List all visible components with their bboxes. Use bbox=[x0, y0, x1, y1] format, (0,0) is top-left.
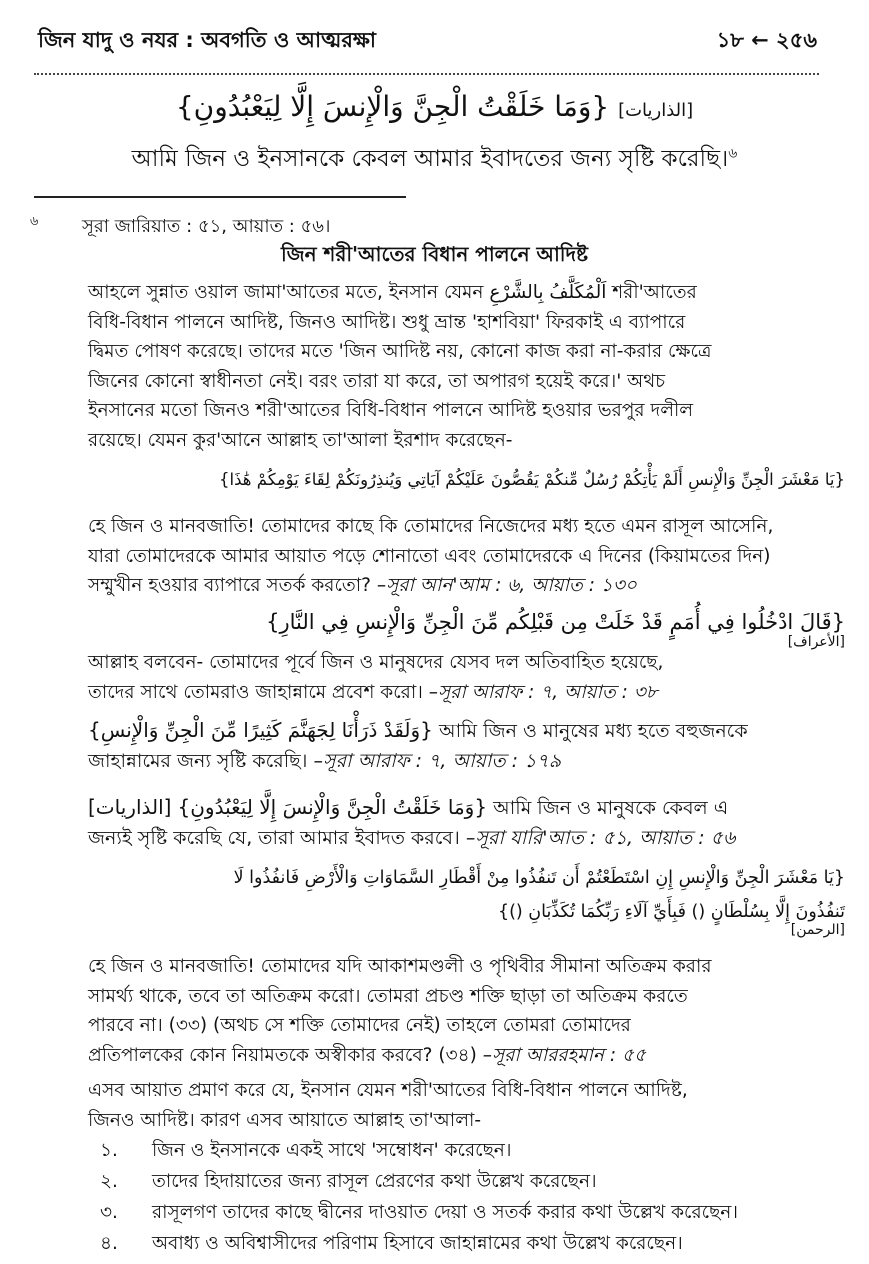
verse-reference: –সূরা আরাফ : ৭, আয়াত : ৩৮ bbox=[428, 681, 658, 703]
translation-text: জাহান্নামের জন্য সৃষ্টি করেছি। bbox=[88, 750, 308, 772]
verse-2-translation bbox=[88, 648, 847, 707]
list-text: জিন ও ইনসানকে একই সাথে 'সম্বোধন' করেছেন। bbox=[152, 1140, 512, 1161]
translation-text: প্রতিপালকের কোন নিয়ামতকে অস্বীকার করবে? (৩৪) bbox=[88, 1044, 477, 1066]
paragraph-line: জিনের কোনো স্বাধীনতা নেই। বরং তারা যা করে, তা অপারগ হয়েই করে।' অথচ bbox=[88, 370, 666, 392]
page-number: ১৮ ← ২৫৬ bbox=[716, 28, 817, 52]
translation-line: পারবে না। (৩৩) (অথচ সে শক্তি তোমাদের নেই) তাহলে তোমরা তোমাদের bbox=[88, 1015, 631, 1036]
top-verse-translation bbox=[0, 140, 869, 179]
verse-5-translation bbox=[88, 952, 847, 1070]
list-text: রাসূলগণ তাদের কাছে দ্বীনের দাওয়াত দেয়া ও সতর্ক করার কথা উল্লেখ করেছেন। bbox=[152, 1202, 738, 1223]
verse-arabic: {وَمَا خَلَقْتُ الْجِنَّ وَالْإِنسَ إِلَّا لِيَعْبُدُونِ} bbox=[177, 795, 488, 819]
verse-arabic-line bbox=[88, 610, 845, 650]
translation-text: আমি জিন ও মানুষের মধ্য হতে বহুজনকে bbox=[438, 720, 748, 742]
verse-4-line-2 bbox=[88, 823, 845, 853]
verse-5-arabic bbox=[88, 868, 845, 938]
verse-3-line-1 bbox=[88, 715, 845, 746]
footnote-marker: ৬ bbox=[728, 145, 738, 162]
list-number: ২. bbox=[100, 1171, 118, 1192]
paragraph-line: এসব আয়াত প্রমাণ করে যে, ইনসান যেমন শরী'আতের বিধি-বিধান পালনে আদিষ্ট, bbox=[88, 1080, 688, 1101]
verse-reference: –সূরা আরাফ : ৭, আয়াত : ১৭৯ bbox=[313, 750, 562, 772]
translation-text: জন্যই সৃষ্টি করেছি যে, তারা আমার ইবাদত করবে। bbox=[88, 827, 460, 849]
section-heading: জিন শরী'আতের বিধান পালনে আদিষ্ট bbox=[280, 242, 589, 266]
verse-4 bbox=[88, 792, 845, 853]
running-title: জিন যাদু ও নযর : অবগতি ও আত্মরক্ষা bbox=[38, 28, 377, 52]
verse-arabic-line-1: {يَا مَعْشَرَ الْجِنِّ وَالْإِنسِ إِنِ اسْتَطَعْتُمْ أَن تَنفُذُوا مِنْ أَقْطَارِ السَّمَاوَاتِ وَالْأَرْضِ فَانفُذُوا لَا bbox=[233, 868, 845, 888]
verse-1-arabic bbox=[88, 470, 845, 489]
list-item bbox=[100, 1198, 849, 1229]
verse-4-line-1 bbox=[88, 792, 845, 823]
verse-arabic: {يَا مَعْشَرَ الْجِنِّ وَالْإِنسِ أَلَمْ يَأْتِكُمْ رُسُلٌ مِّنكُمْ يَقُصُّونَ عَلَيْكُمْ آيَاتِي وَيُنذِرُونَكُمْ لِقَاءَ يَوْمِكُمْ هَٰذَا} bbox=[219, 470, 845, 489]
verse-source: [الذاريات] bbox=[618, 100, 694, 121]
translation-text: সম্মুখীন হওয়ার ব্যাপারে সতর্ক করতো? bbox=[88, 575, 371, 596]
paragraph-line: দ্বিমত পোষণ করেছে। তাদের মতে 'জিন আদিষ্ট নয়, কোনো কাজ করা না-করার ক্ষেত্রে bbox=[88, 341, 712, 362]
verse-source: [الرحمن] bbox=[790, 922, 845, 938]
translation-line: যারা তোমাদেরকে আমার আয়াত পড়ে শোনাতো এবং তোমাদেরকে এ দিনের (কিয়ামতের দিন) bbox=[88, 545, 771, 567]
verse-1-translation bbox=[88, 512, 847, 601]
footnote bbox=[30, 212, 330, 243]
list-item bbox=[100, 1229, 849, 1260]
verse-source: [الأعراف] bbox=[787, 634, 845, 650]
verse-arabic: تَنفُذُونَ إِلَّا بِسُلْطَانٍ () فَبِأَيِّ آلَاءِ رَبِّكُمَا تُكَذِّبَانِ ()} bbox=[497, 902, 845, 922]
top-quran-verse bbox=[0, 90, 869, 123]
verse-arabic-line-2 bbox=[88, 902, 845, 938]
verse-3-line-2 bbox=[88, 746, 845, 776]
paragraph-line: বিধি-বিধান পালনে আদিষ্ট, জিনও আদিষ্ট। শুধু ভ্রান্ত 'হাশবিয়া' ফিরকাই এ ব্যাপারে bbox=[88, 311, 686, 333]
footnote-text: সূরা জারিয়াত : ৫১, আয়াত : ৫৬। bbox=[82, 216, 331, 237]
paragraph-line: রয়েছে। যেমন কুর'আনে আল্লাহ তা'আলা ইরশাদ করেছেন- bbox=[88, 429, 513, 451]
translation-line bbox=[88, 678, 847, 708]
verse-reference: –সূরা আন'আম : ৬, আয়াত : ১৩০ bbox=[376, 575, 637, 596]
list-number: ৪. bbox=[100, 1233, 118, 1254]
list-text: তাদের হিদায়াতের জন্য রাসূল প্রেরণের কথা উল্লেখ করেছেন। bbox=[152, 1171, 597, 1192]
list-number: ১. bbox=[100, 1140, 118, 1161]
verse-reference: –সূরা যারি'আত : ৫১, আয়াত : ৫৬ bbox=[465, 827, 736, 849]
footnote-number: ৬ bbox=[30, 214, 39, 229]
paragraph-intro bbox=[88, 278, 847, 455]
translation-text: আমি জিন ও ইনসানকে কেবল আমার ইবাদতের জন্য সৃষ্টি করেছি। bbox=[131, 146, 729, 172]
page-header bbox=[38, 24, 817, 60]
verse-arabic: {وَمَا خَلَقْتُ الْجِنَّ وَالْإِنسَ إِلَّا لِيَعْبُدُونِ} bbox=[175, 90, 610, 123]
list-number: ৩. bbox=[100, 1202, 118, 1223]
verse-3 bbox=[88, 715, 845, 776]
paragraph-line: আহলে সুন্নাত ওয়াল জামা'আতের মতে, ইনসান যেমন ﺍَﻟْﻤُﻜَﻠَّﻒُ ﺑِﺎﻟﺸَّﺮْﻉِ শরী'আতের bbox=[88, 282, 697, 303]
verse-2-arabic bbox=[88, 610, 845, 650]
paragraph-line: ইনসানের মতো জিনও শরী'আতের বিধি-বিধান পালনে আদিষ্ট হওয়ার ভরপুর দলীল bbox=[88, 400, 694, 421]
list-text: অবাধ্য ও অবিশ্বাসীদের পরিণাম হিসাবে জাহান্নামের কথা উল্লেখ করেছেন। bbox=[152, 1233, 683, 1254]
translation-line bbox=[88, 1041, 847, 1071]
verse-arabic: {قَالَ ادْخُلُوا فِي أُمَمٍ قَدْ خَلَتْ مِن قَبْلِكُم مِّنَ الْجِنِّ وَالْإِنسِ فِي النَّارِ} bbox=[266, 610, 845, 634]
verse-source: [الذاريات] bbox=[88, 795, 172, 819]
paragraph-conclusion bbox=[88, 1076, 847, 1135]
paragraph-line: জিনও আদিষ্ট। কারণ এসব আয়াতে আল্লাহ তা'আলা- bbox=[88, 1109, 482, 1131]
list-item bbox=[100, 1167, 849, 1198]
translation-text: তাদের সাথে তোমরাও জাহান্নামে প্রবেশ করো। bbox=[88, 681, 423, 703]
translation-line: হে জিন ও মানবজাতি! তোমাদের যদি আকাশমণ্ডলী ও পৃথিবীর সীমানা অতিক্রম করার bbox=[88, 956, 712, 977]
verse-arabic: {وَلَقَدْ ذَرَأْنَا لِجَهَنَّمَ كَثِيرًا مِّنَ الْجِنِّ وَالْإِنسِ} bbox=[88, 718, 433, 742]
verse-reference: –সূরা আররহমান : ৫৫ bbox=[482, 1044, 646, 1066]
translation-line: আল্লাহ বলবেন- তোমাদের পূর্বে জিন ও মানুষদের যেসব দল অতিবাহিত হয়েছে, bbox=[88, 652, 664, 673]
translation-line: হে জিন ও মানবজাতি! তোমাদের কাছে কি তোমাদের নিজেদের মধ্য হতে এমন রাসূল আসেনি, bbox=[88, 516, 774, 537]
translation-line bbox=[88, 571, 847, 601]
footnote-rule bbox=[34, 196, 406, 198]
translation-text: আমি জিন ও মানুষকে কেবল এ bbox=[493, 797, 729, 819]
list-item bbox=[100, 1136, 849, 1167]
translation-line: সামর্থ্য থাকে, তবে তা অতিক্রম করো। তোমরা প্রচণ্ড শক্তি ছাড়া তা অতিক্রম করতে bbox=[88, 985, 688, 1007]
numbered-list bbox=[100, 1136, 849, 1260]
header-divider bbox=[34, 73, 819, 75]
